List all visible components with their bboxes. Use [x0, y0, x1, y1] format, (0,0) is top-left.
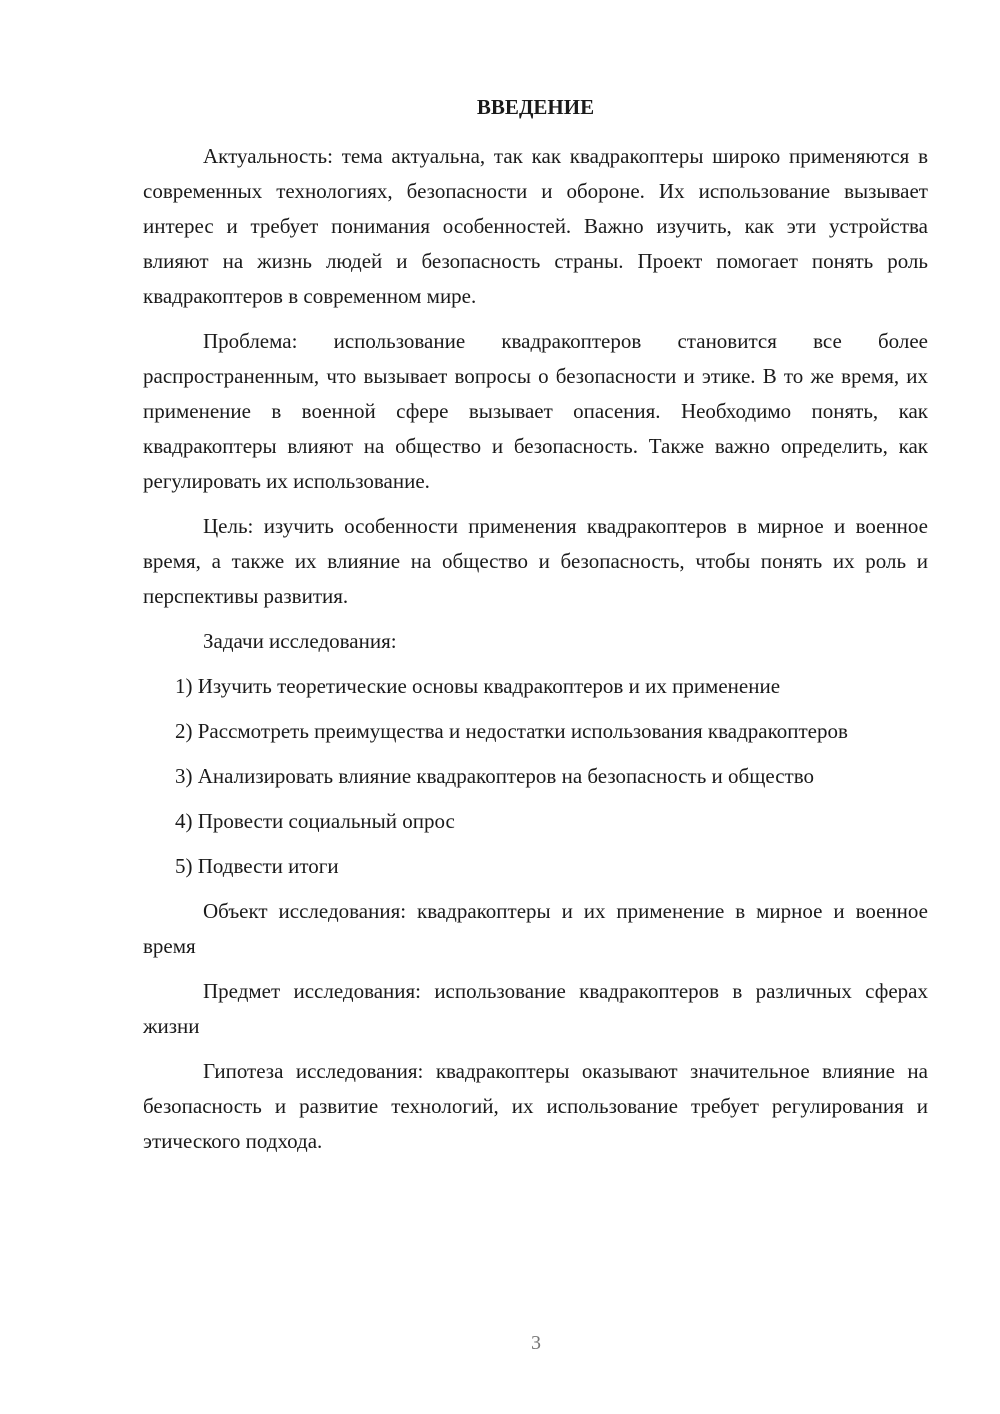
paragraph-subject: Предмет исследования: использование квадракоптеров в различных сферах жизни: [143, 979, 928, 1038]
page-title: ВВЕДЕНИЕ: [476, 95, 595, 119]
paragraph-goal: Цель: изучить особенности применения квадракоптеров в мирное и военное время, а также их влияние на общество и безопасность, чтобы понять их роль и перспективы развития.: [143, 514, 928, 608]
tasks-title: Задачи исследования:: [203, 629, 397, 653]
task-item-4: 4) Провести социальный опрос: [175, 809, 455, 833]
document-page: [143, 92, 928, 1169]
paragraph-hypothesis: Гипотеза исследования: квадракоптеры оказывают значительное влияние на безопасность и развитие технологий, их использование требует регулирования и этического подхода.: [143, 1059, 928, 1153]
task-item-5: 5) Подвести итоги: [175, 854, 339, 878]
page-number: 3: [531, 1332, 541, 1354]
task-item-1: 1) Изучить теоретические основы квадракоптеров и их применение: [175, 674, 781, 698]
task-item-3: 3) Анализировать влияние квадракоптеров на безопасность и общество: [175, 764, 814, 788]
task-item-2: 2) Рассмотреть преимущества и недостатки использования квадракоптеров: [175, 719, 848, 743]
paragraph-problem: Проблема: использование квадракоптеров становится все более распространенным, что вызывает вопросы о безопасности и этике. В то же время, их применение в военной сфере вызывает опасения. Необходимо понять, как квадракоптеры влияют на общество и безопасность. Также важно определить, как регулировать их использование.: [143, 329, 928, 493]
paragraph-object: Объект исследования: квадракоптеры и их применение в мирное и военное время: [143, 899, 928, 958]
paragraph-relevance: Актуальность: тема актуальна, так как квадракоптеры широко применяются в современных технологиях, безопасности и обороне. Их использование вызывает интерес и требует понимания особенностей. Важно изучить, как эти устройства влияют на жизнь людей и безопасность страны. Проект помогает понять роль квадракоптеров в современном мире.: [143, 144, 928, 308]
